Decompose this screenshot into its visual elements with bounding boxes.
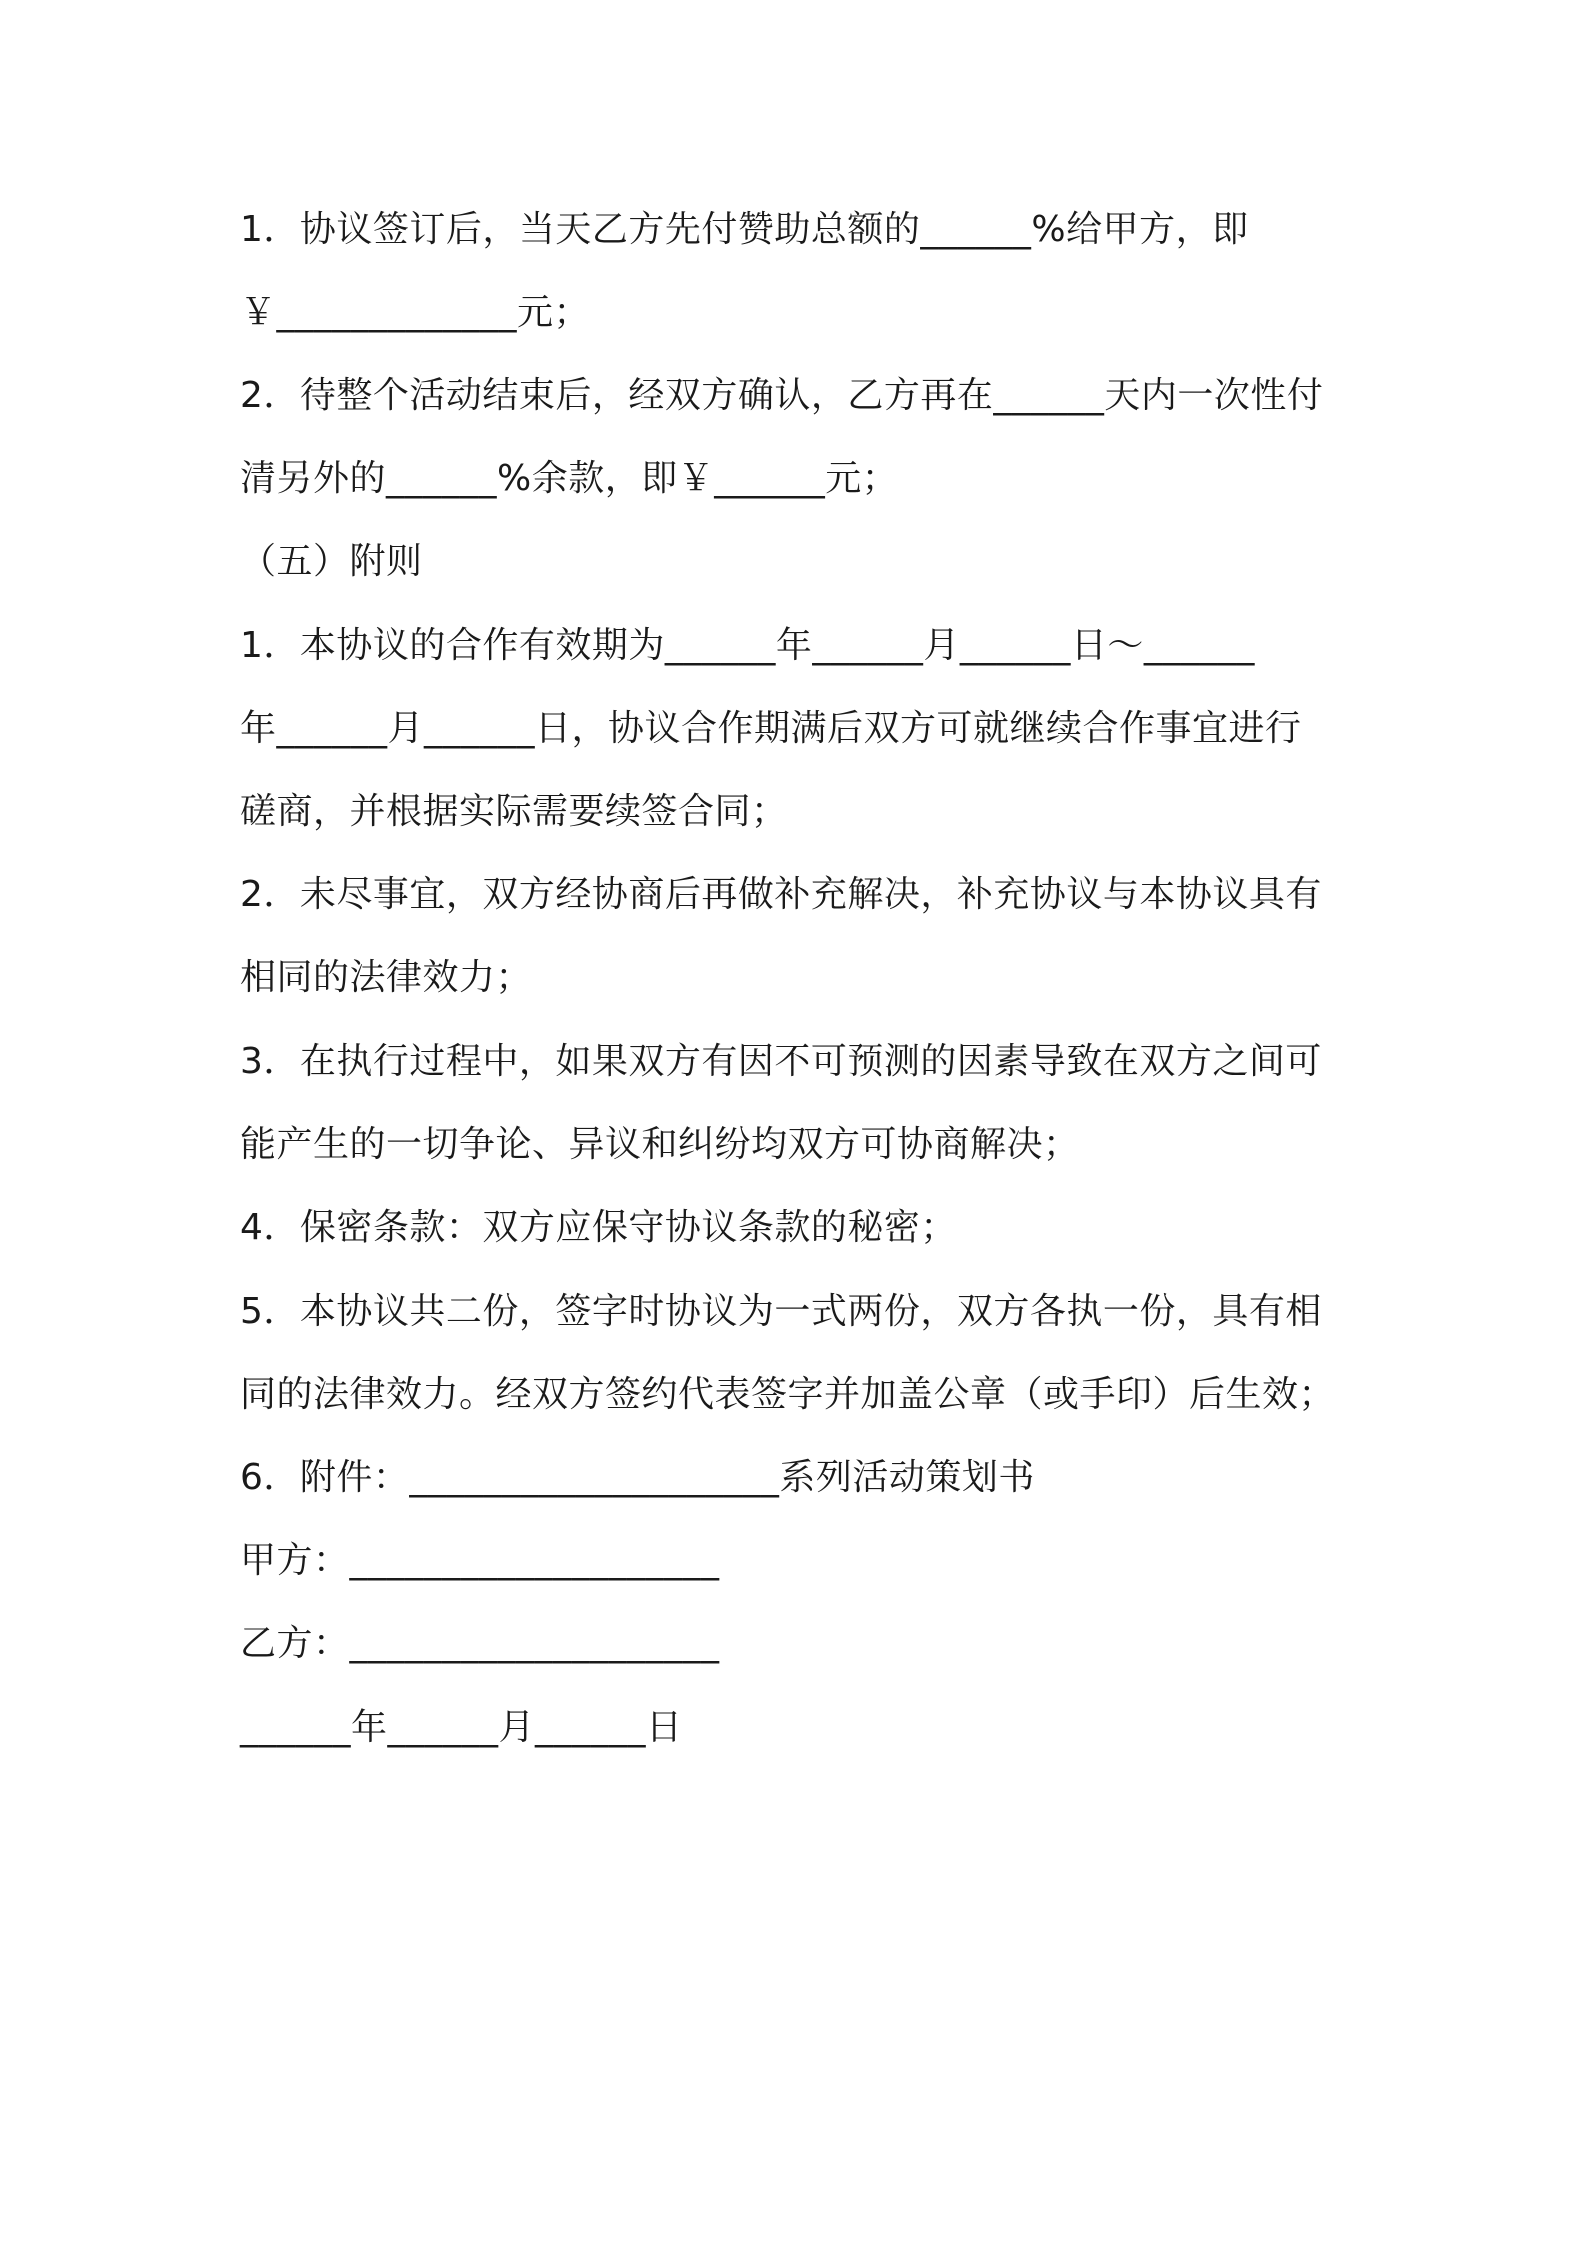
section-heading-appendix: （五）附则 (240, 541, 423, 582)
appendix-clause-2-line-1: 2．未尽事宜，双方经协商后再做补充解决，补充协议与本协议具有 (240, 874, 1322, 915)
appendix-clause-3-line-1: 3．在执行过程中，如果双方有因不可预测的因素导致在双方之间可 (240, 1041, 1322, 1082)
appendix-clause-1-line-1: 1．本协议的合作有效期为______年______月______日～______ (240, 625, 1255, 666)
party-b-signature-line: 乙方：____________________ (240, 1623, 720, 1664)
party-a-signature-line: 甲方：____________________ (240, 1540, 720, 1581)
payment-clause-2-line-1: 2．待整个活动结束后，经双方确认，乙方再在______天内一次性付 (240, 375, 1324, 416)
appendix-clause-4: 4．保密条款：双方应保守协议条款的秘密； (240, 1207, 957, 1248)
appendix-clause-1-line-3: 磋商，并根据实际需要续签合同； (240, 791, 788, 832)
payment-clause-1-line-1: 1．协议签订后，当天乙方先付赞助总额的______%给甲方，即 (240, 209, 1249, 250)
appendix-clause-1-line-2: 年______月______日，协议合作期满后双方可就继续合作事宜进行 (240, 708, 1302, 749)
appendix-clause-5-line-1: 5．本协议共二份，签字时协议为一式两份，双方各执一份，具有相 (240, 1291, 1322, 1332)
payment-clause-1-line-2: ￥_____________元； (240, 292, 591, 333)
payment-clause-2-line-2: 清另外的______%余款，即￥______元； (240, 458, 899, 499)
signing-date-line: ______年______月______日 (240, 1707, 683, 1748)
appendix-clause-5-line-2: 同的法律效力。经双方签约代表签字并加盖公章（或手印）后生效； (240, 1374, 1336, 1415)
appendix-clause-2-line-2: 相同的法律效力； (240, 957, 533, 998)
appendix-clause-3-line-2: 能产生的一切争论、异议和纠纷均双方可协商解决； (240, 1124, 1080, 1165)
appendix-clause-6: 6．附件：____________________系列活动策划书 (240, 1457, 1035, 1498)
